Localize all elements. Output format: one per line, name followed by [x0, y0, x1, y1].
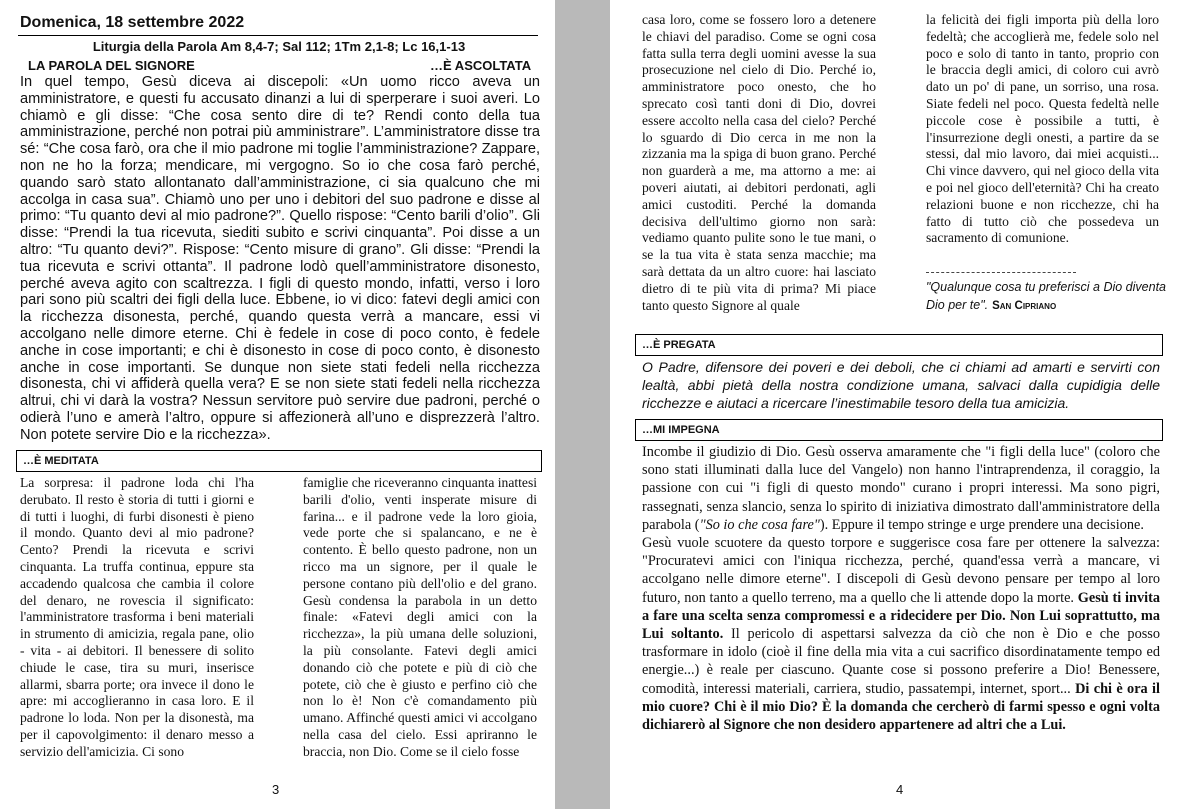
quote-block: [926, 278, 1166, 314]
commit-p2-bold-end: Di chi è ora il mio cuore? Chi è il mio Dio? È la domanda che cercherò di farmi spesso e ogni volta dichiarerò al Signore che non desidero appartenere ad altri che a Lui.: [642, 680, 1160, 734]
quote-text: "Qualunque cosa tu preferisci a Dio diventa Dio per te".: [926, 280, 1166, 312]
commit-label: …MI IMPEGNA: [642, 424, 720, 436]
page-number-3: 3: [272, 782, 280, 797]
meditated-header: [16, 450, 542, 472]
quote-divider: [926, 272, 1076, 273]
commitment-paragraph-1: [642, 443, 1160, 534]
commit-p2-start: Gesù vuole scuotere da questo torpore e suggerisce cosa fare per ottenere la salvezza: "Procuratevi amici con l'iniqua ricchezza, perché, quand'essa verrà a mancare, vi accolgano nelle dimore eterne". I discepoli di Gesù devono pensare per tempo al loro futuro, non tanto a quello terreno, ma a quello che li attende dopo la morte.: [642, 535, 1160, 606]
commit-p1-italic: "So io che cosa fare": [699, 516, 820, 533]
section-word-title: LA PAROLA DEL SIGNORE: [28, 58, 195, 73]
liturgy-readings: Liturgia della Parola Am 8,4-7; Sal 112; 1Tm 2,1-8; Lc 16,1-13: [92, 39, 466, 54]
prayed-label: …È PREGATA: [642, 339, 716, 351]
meditation-column-3: casa loro, come se fossero loro a detenere le chiavi del paradiso. Come se ogni cosa fatta sulla terra degli uomini avesse la sua prosecuzione nel cielo di Dio. Perché io, amministratore poco onesto, che ho sprecato così tanti doni di Dio, dovrei essere accolto nella casa del cielo? Perché lo sguardo di Dio cerca in me non la zizzania ma la spiga di buon grano. Perché non guarderà a me, ma attorno a me: ai poveri aiutati, ai debitori perdonati, agli amici custoditi. Perché la domanda decisiva dell'ultimo giorno non sarà: vediamo quanto pulite sono le tue mani, o se la tua vita è stata senza macchie; ma sarà dettata da un altro cuore: hai lasciato dietro di te più vita di prima? Mi piace tanto questo Signore al quale: [642, 12, 876, 313]
commit-p2-bold: Gesù ti invita a fare una scelta senza compromessi e a ridecidere per Dio. Non Lui soprattutto, ma Lui soltanto.: [642, 589, 1160, 643]
meditation-column-1: La sorpresa: il padrone loda chi l'ha derubato. Il resto è storia di tutti i giorni e di tutti i luoghi, di furbi disonesti è pieno il mondo. Quanto devi al mio padrone? Cento? Prendi la ricevuta e scrivi cinquanta. La truffa continua, eppure sta accadendo qualcosa che cambia il colore del denaro, ne rovescia il significato: l'amministratore trasforma i beni materiali in strumento di amicizia, regala pane, olio - vita - ai debitori. Il benessere di solito chiude le case, tira su muri, inserisce allarmi, sbarra porte; ora invece il dono le apre: mi accoglieranno in casa loro. E il padrone lo loda. Non per la disonestà, ma per il capovolgimento: il denaro messo a servizio dell'amicizia. Ci sono: [20, 475, 254, 759]
commit-p1-end: ). Eppure il tempo stringe e urge prendere una decisione.: [819, 516, 1144, 533]
page-3: [0, 0, 555, 809]
prayed-header: [635, 334, 1163, 356]
header-divider: [18, 35, 538, 36]
commitment-text: [642, 443, 1160, 734]
prayer-text: O Padre, difensore dei poveri e dei deboli, che ci chiami ad amarti e servirti con lealtà, abbi pietà della nostra condizione umana, salvaci dalla cupidigia delle ricchezze e aiutaci a ricercare l’inestimabile tesoro della tua amicizia.: [642, 359, 1160, 411]
section-listened-title: …È ASCOLTATA: [430, 58, 532, 73]
commit-header: [635, 419, 1163, 441]
meditated-label: …È MEDITATA: [23, 455, 99, 467]
header-date: Domenica, 18 settembre 2022: [20, 14, 245, 31]
quote-author: San Cipriano: [992, 300, 1057, 312]
commitment-paragraph-2: [642, 534, 1160, 734]
gospel-text: In quel tempo, Gesù diceva ai discepoli: «Un uomo ricco aveva un amministratore, e questi fu accusato dinanzi a lui di sperperare i suoi averi. Lo chiamò e gli disse: “Che cosa sento dire di te? Rendi conto della tua amministrazione, perché non potrai più amministrare”. L’amministratore disse tra sé: “Che cosa farò, ora che il mio padrone mi toglie l’amministrazione? Zappare, non ne ho la forza; mendicare, mi vergogno. So io che cosa farò perché, quando sarò stato allontanato dall’amministrazione, ci sia qualcuno che mi accolga in casa sua”. Chiamò uno per uno i debitori del suo padrone e disse al primo: “Tu quanto devi al mio padrone?”. Quello rispose: “Cento barili d’olio”. Gli disse: “Prendi la tua ricevuta, siediti subito e scrivi cinquanta”. Poi disse a un altro: “Tu quanto devi?”. Rispose: “Cento misure di grano”. Gli disse: “Prendi la tua ricevuta e scrivi ottanta”. Il padrone lodò quell’amministratore disonesto, perché aveva agito con scaltrezza. I figli di questo mondo, infatti, verso i loro pari sono più scaltri dei figli della luce. Ebbene, io vi dico: fatevi degli amici con la ricchezza disonesta, perché, quando questa verrà a mancare, essi vi accolgano nelle dimore eterne. Chi è fedele in cose di poco conto, è fedele anche in cose importanti; e chi è disonesto in cose di poco conto, è disonesto anche in cose importanti. Se dunque non siete stati fedeli nella ricchezza disonesta, chi vi affiderà quella vera? E se non siete stati fedeli nella ricchezza altrui, chi vi darà la vostra? Nessun servitore può servire due padroni, perché o odierà l’uno e amerà l’altro, oppure si affezionerà all’uno e disprezzerà l’altro. Non potete servire Dio e la ricchezza».: [20, 74, 540, 443]
commit-p1-start: Incombe il giudizio di Dio. Gesù osserva amaramente che "i figli della luce" (coloro che sono stati illuminati dalla luce del Vangelo) non hanno l'intraprendenza, il coraggio, la passione con cui "i figli di questo mondo" curano i propri interessi. Ma sono pigri, rassegnati, senza slancio, senza lo spirito di iniziativa dimostrato dall'amministratore della parabola (: [642, 444, 1160, 533]
page-4: [610, 0, 1183, 809]
meditation-column-4: la felicità dei figli importa più della loro fedeltà; che accoglierà me, fedele solo nel poco e solo di tanto in tanto, proprio con le braccia degli amici, di coloro cui avrò dato un po' di pane, un sorriso, una rosa. Siate fedeli nel poco. Questa fedeltà nelle piccole cose è possibile a tutti, è l'insurrezione degli onesti, a partire da se stessi, dal mio lavoro, dai miei acquisti... Chi vince davvero, qui nel gioco della vita e poi nel gioco dell'eternità? Chi ha creato relazioni buone e non ricchezze, chi ha fatto di tutto ciò che possedeva un sacramento di comunione.: [926, 12, 1159, 246]
commit-p2-middle: Il pericolo di aspettarsi salvezza da ciò che non è Dio e che posso trasformare in idolo (cioè il fine della mia vita a cui sacrifico disordinatamente tempo ed energie...) è reale per ciascuno. Quante cose si possono preferire a Dio! Benessere, comodità, interessi materiali, carriera, studio, passatempi, internet, sport...: [642, 626, 1160, 697]
page-number-4: 4: [896, 782, 904, 797]
meditation-column-2: famiglie che riceveranno cinquanta inattesi barili d'olio, venti insperate misure di farina... e il padrone vede la loro gioia, vede porte che si spalancano, e ne è contento. È bello questo padrone, non un ricco ma un signore, per il quale le persone contano più dell'olio e del grano. Gesù condensa la parabola in un detto finale: «Fatevi degli amici con la ricchezza», la più umana delle soluzioni, la più consolante. Fatevi degli amici donando ciò che potete e più di ciò che potete, ciò che è giusto e perfino ciò che non lo è! Non c'è comandamento più umano. Affinché questi amici vi accolgano nella casa del cielo. Essi apriranno le braccia, non Dio. Come se il cielo fosse: [303, 475, 538, 759]
